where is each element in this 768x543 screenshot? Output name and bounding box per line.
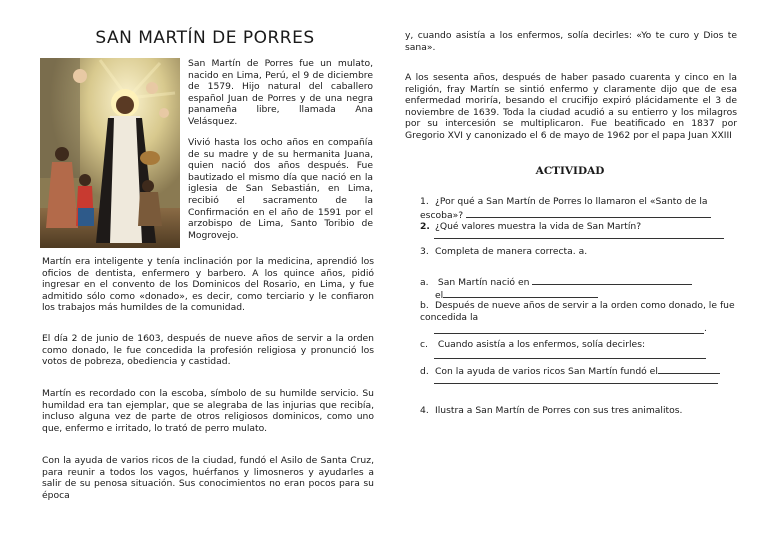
profession-paragraph: El día 2 de junio de 1603, después de nueve años de servir a la orden como donado, le fue concedida la profesión religiosa y pronunció los votos de pobreza, obediencia y castidad.: [42, 333, 374, 368]
question-text: Cuando asistía a los enfermos, solía decirles:: [437, 339, 646, 350]
question-text: ¿Por qué a San Martín de Porres lo llamaron el «Santo de la escoba»?: [420, 196, 708, 221]
intro-paragraph: San Martín de Porres fue un mulato, nacido en Lima, Perú, el 9 de diciembre de 1579. Hijo natural del caballero español Juan de Porres y de una negra panameña libre, llamada Ana Velásquez.: [188, 58, 373, 127]
question-text: Ilustra a San Martín de Porres con sus tres animalitos.: [435, 405, 683, 416]
saint-painting-image: [40, 58, 180, 248]
activity-title: ACTIVIDAD: [535, 165, 605, 177]
question-number: 1.: [420, 196, 429, 207]
question-text: Después de nueve años de servir a la orden como donado, le fue concedida la: [420, 300, 735, 323]
answer-line[interactable]: [434, 358, 706, 359]
question-c: [420, 339, 738, 351]
answer-line[interactable]: [443, 288, 598, 298]
saint-illustration: [40, 58, 180, 248]
vocation-paragraph: Martín era inteligente y tenía inclinación por la medicina, aprendió los oficios de dentista, enfermero y barbero. A los quince años, pidió ingresar en el convento de los Dominicos del Rosario, en Lima, y fue admitido sólo como «donado», es decir, como terciario y le confiaron los trabajos más humildes de la comunidad.: [42, 256, 374, 314]
question-text: el: [435, 290, 444, 301]
humility-paragraph: Martín es recordado con la escoba, símbolo de su humilde servicio. Su humildad era tan ejemplar, que se alegraba de las injurias que recibía, incluso alguna vez de parte de otros religiosos dominicos, como uno que, enfermo e irritado, lo trató de perro mulato.: [42, 388, 374, 434]
question-1: [420, 196, 738, 221]
answer-line[interactable]: [658, 364, 720, 374]
question-number: 3.: [420, 246, 429, 257]
question-number: 4.: [420, 405, 429, 416]
answer-line[interactable]: [434, 383, 718, 384]
question-text: Completa de manera correcta. a.: [435, 246, 588, 257]
question-2: [420, 221, 738, 233]
death-paragraph: A los sesenta años, después de haber pasado cuarenta y cinco en la religión, fray Martín se sintió enfermo y claramente dijo que de esa enfermedad moriría, besando el crucifijo expiró plácidamente el 3 de noviembre de 1639. Toda la ciudad acudió a su entierro y los milagros por su intercesión se multiplicaron. Fue beatificado en 1837 por Gregorio XVI y canonizado el 6 de mayo de 1962 por el papa Juan XXIII: [405, 72, 737, 141]
question-text: ¿Qué valores muestra la vida de San Martín?: [435, 221, 642, 232]
asylum-paragraph: Con la ayuda de varios ricos de la ciudad, fundó el Asilo de Santa Cruz, para reunir a todos los vagos, huérfanos y limosneros y ayudarles a salir de su penosa situación. Sus conocimientos no eran pocos para su época: [42, 455, 374, 501]
answer-line[interactable]: [466, 208, 711, 218]
question-b: [420, 300, 738, 323]
question-a: [420, 275, 738, 289]
question-4: [420, 405, 738, 417]
answer-line[interactable]: [532, 275, 692, 285]
question-number: 2.: [420, 221, 430, 232]
continuation-paragraph: y, cuando asistía a los enfermos, solía decirles: «Yo te curo y Dios te sana».: [405, 30, 737, 53]
page-title: SAN MARTÍN DE PORRES: [95, 28, 315, 48]
question-number: d.: [420, 366, 429, 377]
question-text: Con la ayuda de varios ricos San Martín fundó el: [435, 366, 658, 377]
answer-line[interactable]: [434, 238, 724, 239]
question-d: [420, 364, 738, 378]
question-number: a.: [420, 277, 429, 288]
period-mark: .: [704, 324, 707, 334]
question-number: c.: [420, 339, 428, 350]
question-text: San Martín nació en: [437, 277, 530, 288]
question-number: b.: [420, 300, 429, 311]
childhood-paragraph: Vivió hasta los ocho años en compañía de su madre y de su hermanita Juana, quien nació dos años después. Fue bautizado el mismo día que nació en la iglesia de San Sebastián, en Lima, recibió el sacramento de la Confirmación en el año de 1591 por el arzobispo de Lima, Santo Toribio de Mogrovejo.: [188, 137, 373, 241]
question-3: [420, 246, 738, 258]
answer-line[interactable]: [434, 333, 704, 334]
